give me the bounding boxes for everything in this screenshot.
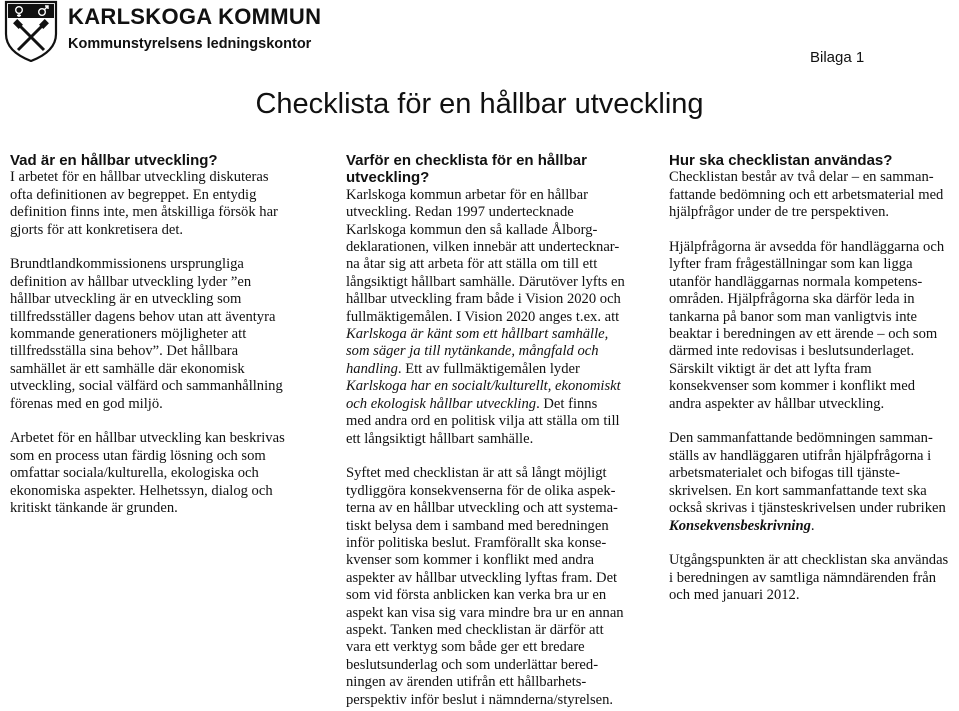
section-heading: Vad är en hållbar utveckling?	[10, 152, 218, 169]
department-name: Kommunstyrelsens ledningskontor	[68, 36, 312, 52]
section-heading: Hur ska checklistan användas?	[669, 152, 893, 169]
column-middle	[346, 152, 642, 709]
paragraph: Hjälpfrågorna är avsedda för handläggarna och lyfter fram frågeställningar som kan ligga utanför handläggarnas normala kompetens- områden. Hjälpfrågorna ska därför leda in tankarna på banor som man vanligtvis inte beaktar i beredningen av ett ärende – och som därmed inte redovisas i beslutsunderlaget. Särskilt viktigt är det att lyfta fram konsekvenser som kommer i konflikt med andra aspekter av hållbar utveckling.	[669, 239, 945, 412]
paragraph: Brundtlandkommissionens ursprungliga definition av hållbar utveckling lyder ”en hållbar utveckling är en utveckling som tillfredsställer dagens behov utan att äventyra kommande generationers möjligheter att tillfredsställa sina behov”. Det hållbara samhället är ett samhälle där ekonomisk utveckling, social välfärd och sammanhållning förenas med en god miljö.	[10, 256, 283, 412]
organization-name: KARLSKOGA KOMMUN	[68, 4, 322, 29]
paragraph: Karlskoga kommun arbetar för en hållbar utveckling. Redan 1997 undertecknade Karlskoga kommun den så kallade Ålborg- deklarationen, vilken innebär att undertecknar- na åtar sig att arbeta för att ställa om till ett långsiktigt hållbart samhälle. Därutöver lyfts en hållbar utveckling fram både i Vision 2020 och fullmäktigemålen. I Vision 2020 anges t.ex. att Karlskoga är känt som ett hållbart samhälle, som säger ja till nytänkande, mångfald och handling. Ett av fullmäktigemålen lyder Karlskoga har en socialt/kulturellt, ekonomiskt och ekologisk hållbar utveckling. Det finns med andra ord en politisk vilja att ställa om till ett långsiktigt hållbart samhälle.	[346, 186, 625, 447]
logo	[4, 0, 322, 64]
appendix-label: Bilaga 1	[810, 49, 865, 66]
paragraph: Utgångspunkten är att checklistan ska användas i beredningen av samtliga nämndärenden från och med januari 2012.	[669, 552, 949, 604]
column-right	[669, 152, 959, 605]
paragraph: Arbetet för en hållbar utveckling kan beskrivas som en process utan färdig lösning och som omfattar sociala/kulturella, ekologiska och ekonomiska aspekter. Helhetssyn, dialog och kritiskt tänkande är grunden.	[10, 430, 285, 517]
section-heading: Varför en checklista för en hållbar utveckling?	[346, 152, 587, 187]
paragraph: Syftet med checklistan är att så långt möjligt tydliggöra konsekvenserna för de olika aspek- terna av en hållbar utveckling och att systema- tiskt belysa dem i samband med beredningen inför politiska beslut. Framförallt ska konse- kvenser som kommer i konflikt med andra aspekter av hållbar utveckling lyftas fram. Det som vid första anblicken kan verka bra ur en aspekt kan visa sig vara mindre bra ur en annan aspekt. Tanken med checklistan är därför att vara ett verktyg som både ger ett bredare beslutsunderlag och som underlättar bered- ningen av ärenden utifrån ett hållbarhets- perspektiv inför beslut i nämnderna/styrelsen.	[346, 465, 624, 708]
coat-of-arms-icon	[4, 0, 58, 62]
paragraph: Den sammanfattande bedömningen samman- ställs av handläggaren utifrån hjälpfrågorna i arbetsmaterialet och bifogas till tjänste- skrivelsen. En kort sammanfattande text ska också skrivas i tjänsteskrivelsen under rubriken Konsekvensbeskrivning.	[669, 430, 946, 534]
paragraph: Checklistan består av två delar – en samman- fattande bedömning och ett arbetsmaterial med hjälpfrågor under de tre perspektiven.	[669, 169, 944, 221]
paragraph: I arbetet för en hållbar utveckling diskuteras ofta definitionen av begreppet. En entydig definition finns inte, men åtskilliga försök har gjorts för att konkretisera det.	[10, 169, 278, 238]
page-title: Checklista för en hållbar utveckling	[255, 88, 704, 120]
column-left	[10, 152, 310, 518]
